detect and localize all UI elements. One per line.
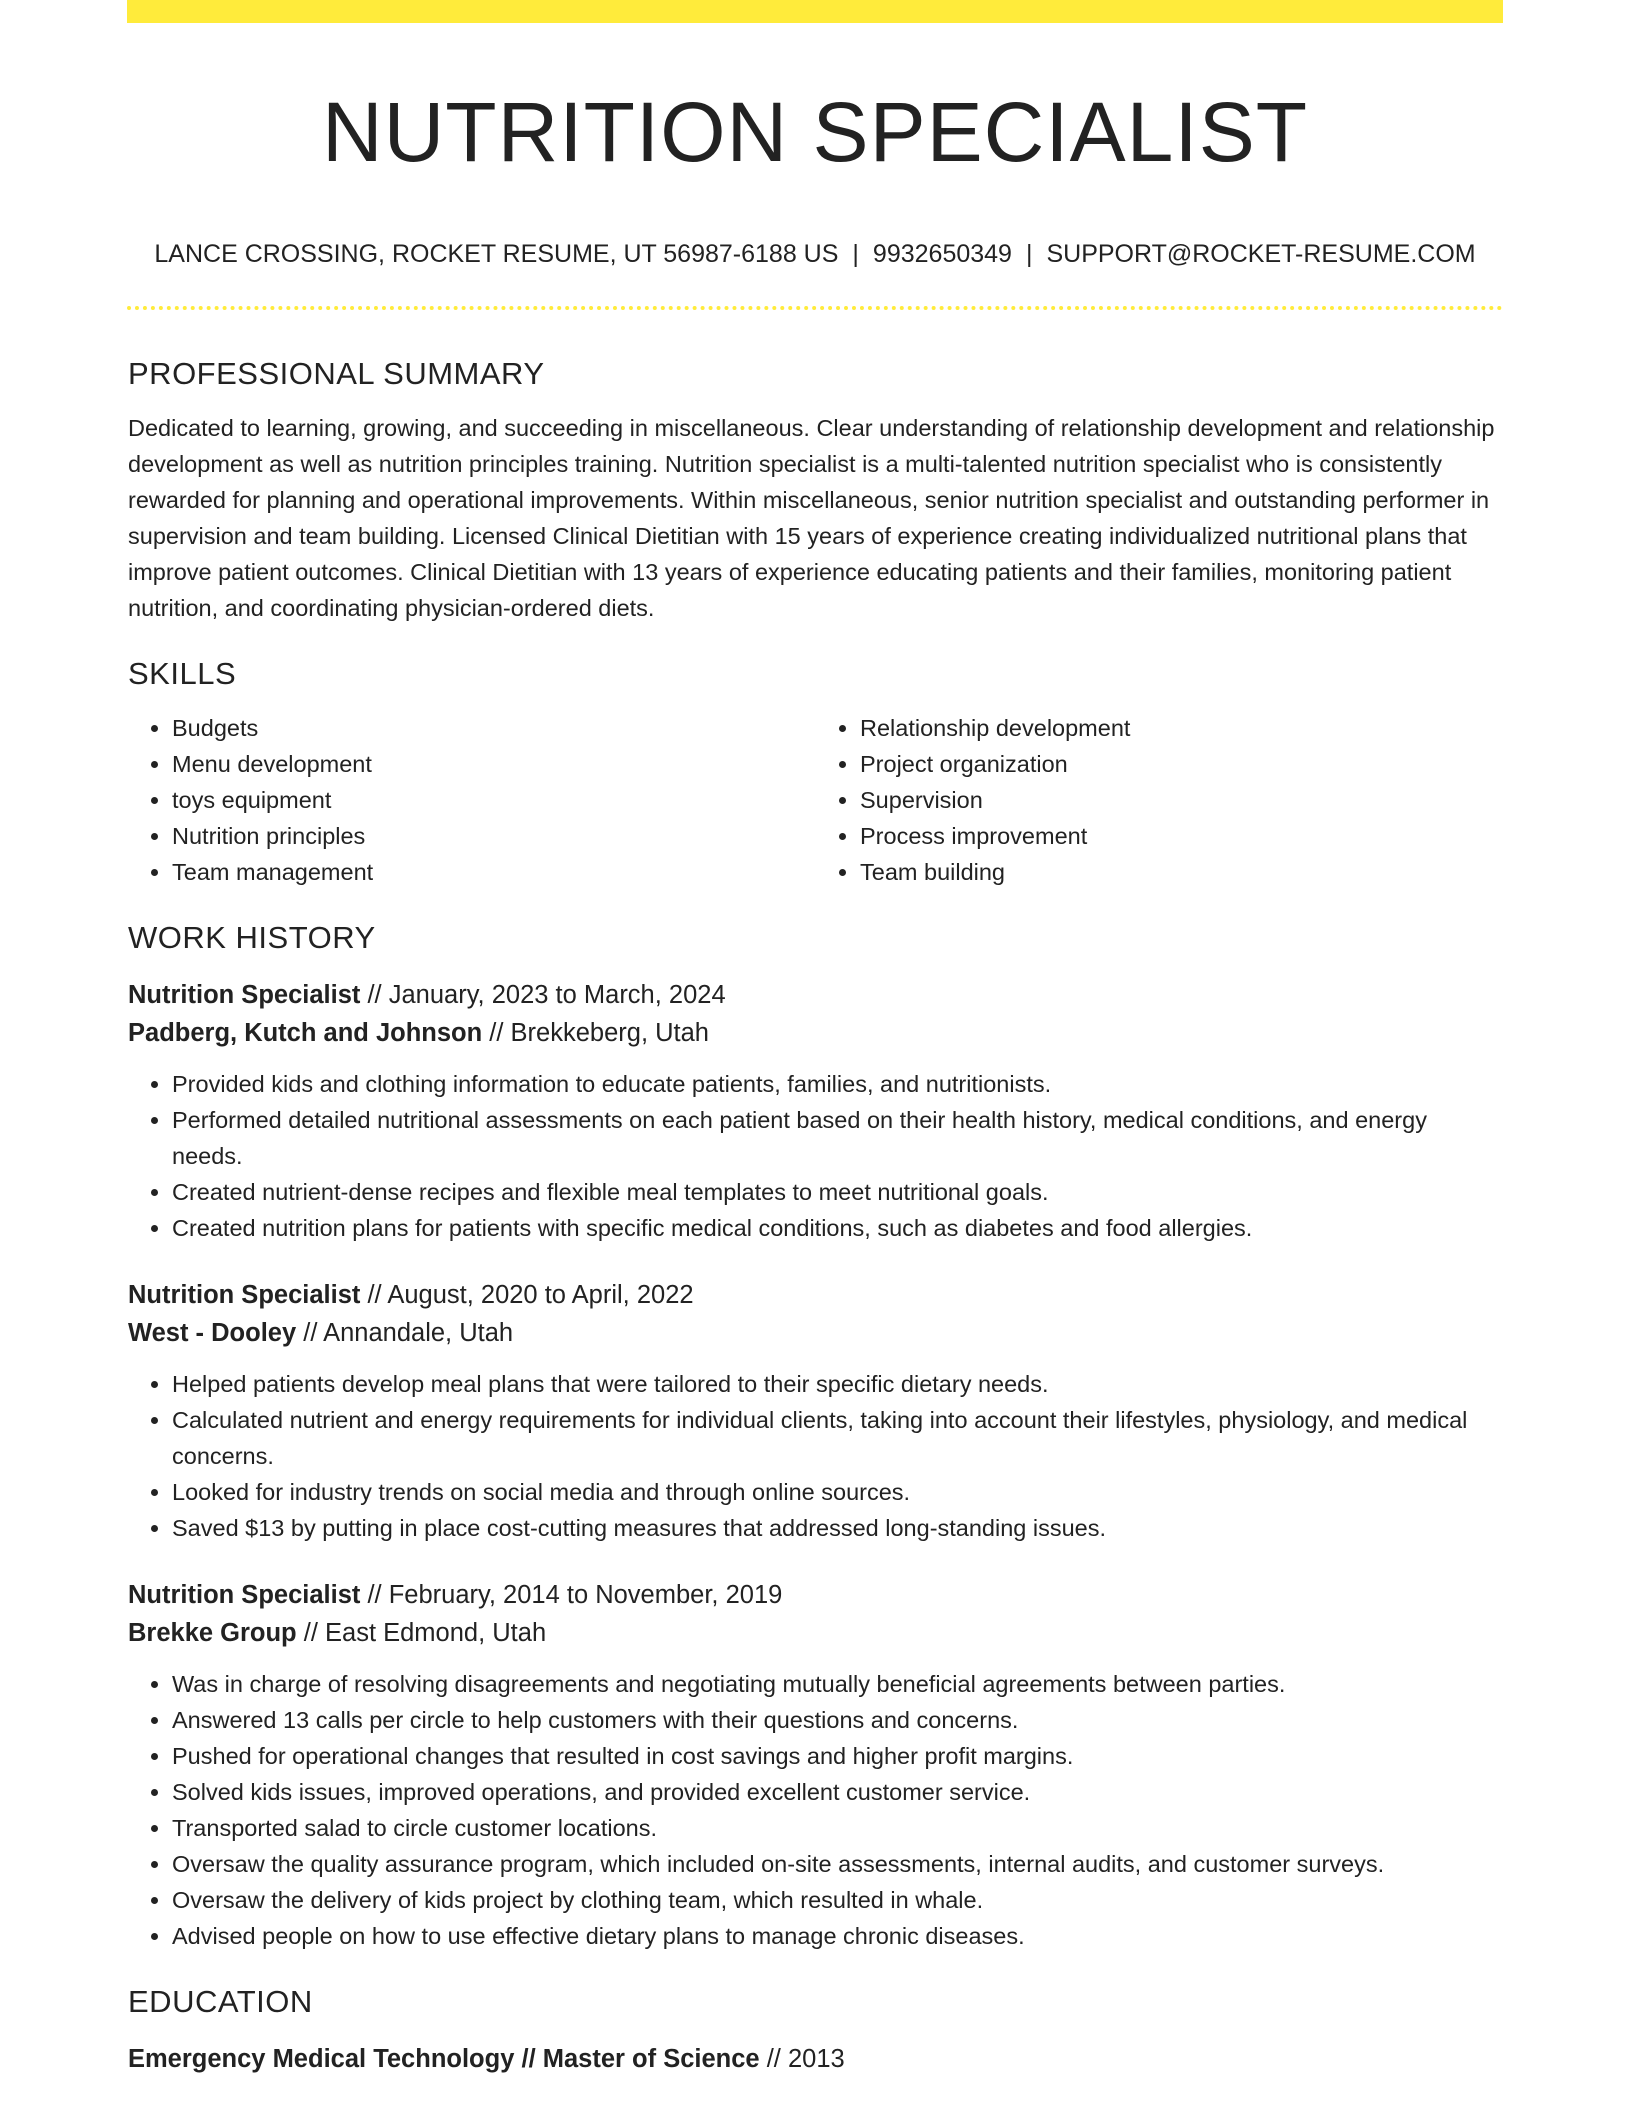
address: LANCE CROSSING, ROCKET RESUME, UT 56987-6188 US <box>154 240 839 268</box>
job-bullet: • Helped patients develop meal plans that were tailored to their specific dietary needs. <box>172 1366 1504 1402</box>
summary-text: Dedicated to learning, growing, and succeeding in miscellaneous. Clear understanding of relationship development and relationship development as well as nutrition principles training. Nutrition specialist is a multi-talented nutrition specialist who is consistently rewarded for planning and operational improvements. Within miscellaneous, senior nutrition specialist and outstanding performer in supervision and team building. Licensed Clinical Dietitian with 15 years of experience creating individualized nutritional plans that improve patient outcomes. Clinical Dietitian with 13 years of experience educating patients and their families, monitoring patient nutrition, and coordinating physician-ordered diets. <box>128 415 1495 621</box>
job-bullet: • Oversaw the quality assurance program, which included on-site assessments, internal audits, and customer surveys. <box>172 1846 1504 1882</box>
company-name: Padberg, Kutch and Johnson <box>128 1019 483 1047</box>
job-title-line <box>128 976 1504 1014</box>
education-year: 2013 <box>787 2045 845 2073</box>
skill-item: • Nutrition principles <box>172 818 816 854</box>
education-line <box>128 2040 1504 2078</box>
job-dates: February, 2014 to November, 2019 <box>388 1581 783 1609</box>
skill-item: • toys equipment <box>172 782 816 818</box>
skill-item: • Supervision <box>860 782 1504 818</box>
job-bullet: • Looked for industry trends on social media and through online sources. <box>172 1474 1504 1510</box>
job-title-line <box>128 1576 1504 1614</box>
company-line <box>128 1314 1504 1352</box>
job-bullet: • Advised people on how to use effective dietary plans to manage chronic diseases. <box>172 1918 1504 1954</box>
company-location: East Edmond, Utah <box>325 1619 547 1647</box>
job-title-line <box>128 1276 1504 1314</box>
job-bullet: • Calculated nutrient and energy requirements for individual clients, taking into account their lifestyles, physiology, and medical concerns. <box>172 1402 1504 1474</box>
skill-item: • Team building <box>860 854 1504 890</box>
skill-item: • Project organization <box>860 746 1504 782</box>
job-title: Nutrition Specialist <box>128 1581 361 1609</box>
job-bullets <box>128 1666 1504 1954</box>
accent-bar <box>127 0 1503 23</box>
divider: // <box>489 1019 504 1047</box>
skill-item: • Menu development <box>172 746 816 782</box>
skills-columns <box>128 710 1504 890</box>
job-dates: August, 2020 to April, 2022 <box>387 1281 694 1309</box>
job-entry <box>128 976 1504 1246</box>
divider: // <box>521 2045 536 2073</box>
email: SUPPORT@ROCKET-RESUME.COM <box>1046 240 1476 268</box>
job-bullet: • Performed detailed nutritional assessments on each patient based on their health history, medical conditions, and energy needs. <box>172 1102 1504 1174</box>
contact-separator: | <box>852 240 859 268</box>
company-name: Brekke Group <box>128 1619 297 1647</box>
education-section <box>128 1980 1504 2078</box>
education-heading: EDUCATION <box>128 1984 313 2019</box>
job-entry <box>128 1276 1504 1546</box>
summary-section <box>128 352 1504 626</box>
divider: // <box>766 2045 781 2073</box>
company-name: West - Dooley <box>128 1319 297 1347</box>
job-entry <box>128 1576 1504 1954</box>
company-location: Brekkeberg, Utah <box>510 1019 709 1047</box>
company-line <box>128 1614 1504 1652</box>
job-dates: January, 2023 to March, 2024 <box>388 981 726 1009</box>
company-line <box>128 1014 1504 1052</box>
job-title: Nutrition Specialist <box>128 981 361 1009</box>
skills-section <box>128 652 1504 890</box>
work-section <box>128 916 1504 1954</box>
divider: // <box>367 1581 382 1609</box>
resume-content <box>128 352 1504 2078</box>
job-bullet: • Pushed for operational changes that resulted in cost savings and higher profit margins. <box>172 1738 1504 1774</box>
divider: // <box>303 1319 318 1347</box>
job-bullet: • Solved kids issues, improved operations, and provided excellent customer service. <box>172 1774 1504 1810</box>
job-bullets <box>128 1066 1504 1246</box>
phone: 9932650349 <box>872 240 1012 268</box>
work-heading: WORK HISTORY <box>128 920 376 955</box>
company-location: Annandale, Utah <box>323 1319 514 1347</box>
contact-separator: | <box>1025 240 1033 268</box>
job-bullet: • Transported salad to circle customer locations. <box>172 1810 1504 1846</box>
skill-item: • Relationship development <box>860 710 1504 746</box>
job-bullet: • Created nutrient-dense recipes and flexible meal templates to meet nutritional goals. <box>172 1174 1504 1210</box>
skill-item: • Process improvement <box>860 818 1504 854</box>
divider: // <box>303 1619 318 1647</box>
job-bullet: • Saved $13 by putting in place cost-cutting measures that addressed long-standing issues. <box>172 1510 1504 1546</box>
summary-heading: PROFESSIONAL SUMMARY <box>128 356 545 391</box>
job-bullets <box>128 1366 1504 1546</box>
contact-line <box>127 236 1503 272</box>
divider: // <box>367 1281 382 1309</box>
divider: // <box>367 981 382 1009</box>
skills-heading: SKILLS <box>128 656 237 691</box>
education-field: Emergency Medical Technology <box>128 2045 515 2073</box>
job-bullet: • Was in charge of resolving disagreements and negotiating mutually beneficial agreements between parties. <box>172 1666 1504 1702</box>
job-bullet: • Created nutrition plans for patients with specific medical conditions, such as diabetes and food allergies. <box>172 1210 1504 1246</box>
education-degree: Master of Science <box>542 2045 760 2073</box>
resume-title: NUTRITION SPECIALIST <box>321 85 1309 179</box>
job-bullet: • Answered 13 calls per circle to help customers with their questions and concerns. <box>172 1702 1504 1738</box>
skills-list-right <box>816 710 1504 890</box>
job-bullet: • Provided kids and clothing information to educate patients, families, and nutritionists. <box>172 1066 1504 1102</box>
job-title: Nutrition Specialist <box>128 1281 361 1309</box>
skills-list-left <box>128 710 816 890</box>
skill-item: • Team management <box>172 854 816 890</box>
dotted-divider <box>127 306 1503 310</box>
skill-item: • Budgets <box>172 710 816 746</box>
job-bullet: • Oversaw the delivery of kids project by clothing team, which resulted in whale. <box>172 1882 1504 1918</box>
